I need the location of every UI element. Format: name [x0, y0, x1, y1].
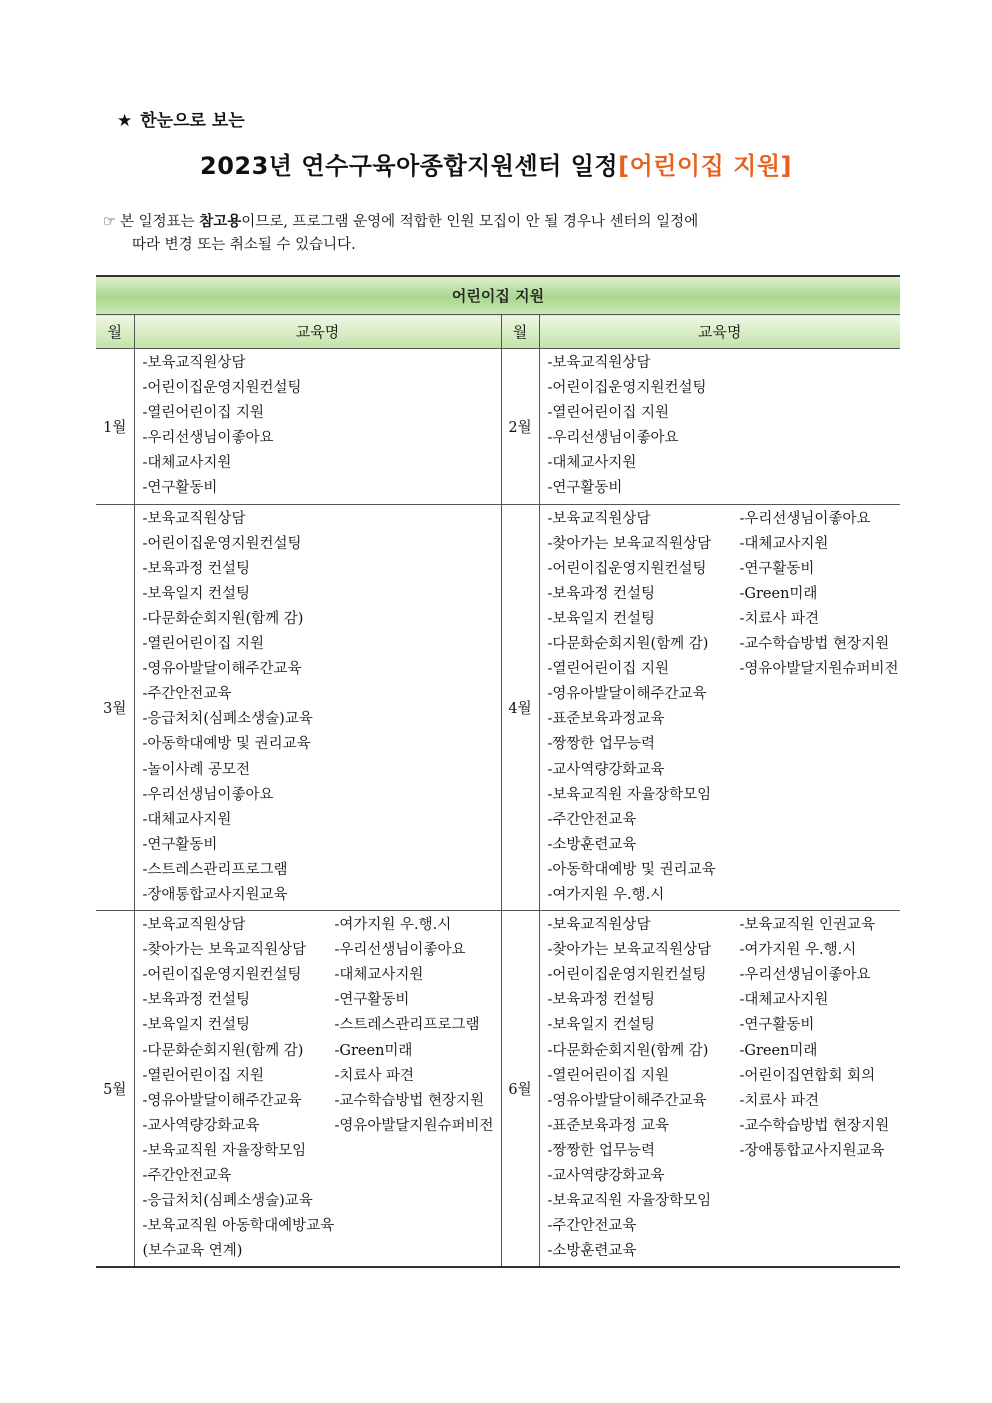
- list-item: -영유아발달이해주간교육: [142, 1092, 302, 1109]
- list-item: -스트레스관리프로그램: [142, 861, 288, 878]
- month-cell: 4월: [501, 504, 539, 911]
- list-item: -영유아발달이해주간교육: [547, 1092, 707, 1109]
- program-list: [143, 351, 501, 502]
- list-item: -영유아발달이해주간교육: [547, 686, 707, 703]
- list-item: -여가지원 우.행.시: [739, 942, 857, 959]
- list-item: -다문화순회지원(함께 감): [547, 1042, 709, 1059]
- list-item: -보육일지 컨설팅: [142, 1017, 251, 1034]
- program-cell: [539, 911, 900, 1268]
- list-item: -영유아발달이해주간교육: [142, 661, 302, 678]
- table-banner: 어린이집 지원: [96, 276, 900, 315]
- list-item: -놀이사례 공모전: [142, 761, 251, 778]
- list-item: -보육과정 컨설팅: [142, 560, 251, 577]
- title-highlight: [어린이집 지원]: [618, 152, 792, 180]
- program-columns: [143, 913, 501, 1264]
- table-row: [96, 911, 900, 1268]
- list-item: -열린어린이집 지원: [547, 405, 670, 422]
- list-item: -보육일지 컨설팅: [142, 585, 251, 602]
- list-item: -교사역량강화교육: [547, 1168, 665, 1184]
- list-item: -아동학대예방 및 권리교육: [142, 736, 311, 753]
- list-item: -어린이집운영지원컨설팅: [547, 560, 707, 577]
- list-item: -열린어린이집 지원: [142, 636, 265, 653]
- list-item: -짱짱한 업무능력: [547, 736, 656, 753]
- list-item: (보수교육 연계): [142, 1243, 243, 1260]
- list-item: -소방훈련교육: [547, 836, 637, 853]
- list-item: -다문화순회지원(함께 감): [142, 1042, 304, 1059]
- program-columns: [548, 507, 901, 909]
- program-list: [548, 507, 740, 909]
- list-item: -어린이집운영지원컨설팅: [547, 380, 707, 397]
- list-item: -교수학습방법 현장지원: [739, 636, 890, 653]
- list-item: -주간안전교육: [142, 686, 232, 703]
- list-item: -장애통합교사지원교육: [739, 1142, 885, 1159]
- list-item: -연구활동비: [142, 480, 218, 497]
- program-list: [548, 913, 740, 1264]
- list-item: -대체교사지원: [142, 811, 232, 828]
- program-cell: [134, 911, 501, 1268]
- star-icon: ★: [117, 111, 133, 131]
- header-month: 월: [96, 315, 134, 349]
- list-item: -연구활동비: [547, 480, 623, 497]
- list-item: -열린어린이집 지원: [142, 1067, 265, 1084]
- list-item: -보육교직원 인권교육: [739, 917, 876, 934]
- list-item: -교수학습방법 현장지원: [334, 1092, 485, 1109]
- page-title: [0, 146, 992, 181]
- list-item: -연구활동비: [334, 992, 410, 1009]
- list-item: -우리선생님이좋아요: [739, 510, 871, 527]
- list-item: -보육교직원상담: [547, 355, 651, 371]
- list-item: -치료사 파견: [334, 1067, 415, 1084]
- notice-text-after: 이므로, 프로그램 운영에 적합한 인원 모집이 안 될 경우나 센터의 일정에: [241, 214, 699, 230]
- list-item: -표준보육과정교육: [547, 711, 665, 728]
- table-banner-row: [96, 276, 900, 315]
- month-cell: 3월: [96, 504, 134, 911]
- list-item: -우리선생님이좋아요: [547, 430, 679, 447]
- list-item: -소방훈련교육: [547, 1243, 637, 1260]
- list-item: -교사역량강화교육: [547, 761, 665, 778]
- program-cell: [134, 504, 501, 911]
- list-item: -보육교직원 자율장학모임: [547, 786, 712, 803]
- program-list: [143, 913, 335, 1264]
- list-item: -어린이집운영지원컨설팅: [547, 967, 707, 984]
- program-list: [143, 507, 501, 909]
- pointing-hand-icon: ☞: [103, 214, 116, 230]
- list-item: -우리선생님이좋아요: [334, 942, 466, 959]
- list-item: -우리선생님이좋아요: [142, 786, 274, 803]
- list-item: -대체교사지원: [142, 455, 232, 472]
- list-item: -주간안전교육: [547, 811, 637, 828]
- list-item: -대체교사지원: [334, 967, 424, 984]
- list-item: -보육교직원 자율장학모임: [142, 1142, 307, 1159]
- month-cell: 1월: [96, 349, 134, 505]
- program-columns: [143, 507, 501, 909]
- program-columns: [548, 913, 901, 1264]
- list-item: -대체교사지원: [739, 992, 829, 1009]
- title-main: 2023년 연수구육아종합지원센터 일정: [200, 152, 619, 180]
- subtitle: [117, 106, 245, 131]
- notice: [103, 210, 883, 257]
- list-item: -보육교직원 자율장학모임: [547, 1193, 712, 1210]
- list-item: -치료사 파견: [739, 1092, 820, 1109]
- list-item: -보육일지 컨설팅: [547, 1017, 656, 1034]
- list-item: -보육과정 컨설팅: [547, 992, 656, 1009]
- list-item: -연구활동비: [142, 836, 218, 853]
- list-item: -보육교직원 아동학대예방교육: [142, 1218, 335, 1235]
- list-item: -대체교사지원: [739, 535, 829, 552]
- list-item: -여가지원 우.행.시: [334, 917, 452, 934]
- list-item: -열린어린이집 지원: [547, 661, 670, 678]
- month-cell: 5월: [96, 911, 134, 1268]
- month-cell: 2월: [501, 349, 539, 505]
- list-item: -어린이집운영지원컨설팅: [142, 967, 302, 984]
- list-item: -장애통합교사지원교육: [142, 886, 288, 903]
- header-month-2: 월: [501, 315, 539, 349]
- table-row: [96, 349, 900, 505]
- list-item: -어린이집연합회 회의: [739, 1067, 876, 1084]
- list-item: -보육교직원상담: [547, 510, 651, 527]
- notice-line-2: 따라 변경 또는 취소될 수 있습니다.: [132, 237, 356, 253]
- program-list: [740, 913, 901, 1264]
- list-item: -보육교직원상담: [142, 355, 246, 371]
- table-row: [96, 504, 900, 911]
- list-item: -교수학습방법 현장지원: [739, 1117, 890, 1134]
- schedule-table: [96, 275, 900, 1268]
- list-item: -영유아발달지원슈퍼비전: [739, 661, 899, 678]
- list-item: -Green미래: [739, 585, 818, 602]
- list-item: -찾아가는 보육교직원상담: [547, 535, 712, 552]
- table-header-row: [96, 315, 900, 349]
- list-item: -우리선생님이좋아요: [142, 430, 274, 447]
- list-item: -어린이집운영지원컨설팅: [142, 535, 302, 552]
- list-item: -우리선생님이좋아요: [739, 967, 871, 984]
- list-item: -스트레스관리프로그램: [334, 1017, 480, 1034]
- program-columns: [143, 351, 501, 502]
- list-item: -짱짱한 업무능력: [547, 1142, 656, 1159]
- list-item: -연구활동비: [739, 1017, 815, 1034]
- list-item: -응급처치(심폐소생술)교육: [142, 711, 313, 728]
- program-list: [740, 507, 901, 909]
- list-item: -교사역량강화교육: [142, 1117, 260, 1134]
- list-item: -주간안전교육: [547, 1218, 637, 1235]
- list-item: -연구활동비: [739, 560, 815, 577]
- list-item: -표준보육과정 교육: [547, 1117, 670, 1134]
- list-item: -대체교사지원: [547, 455, 637, 472]
- notice-line-1: [103, 210, 883, 234]
- header-program-2: 교육명: [539, 315, 900, 349]
- list-item: -어린이집운영지원컨설팅: [142, 380, 302, 397]
- program-cell: [539, 504, 900, 911]
- list-item: -찾아가는 보육교직원상담: [142, 942, 307, 959]
- list-item: -찾아가는 보육교직원상담: [547, 942, 712, 959]
- list-item: -보육교직원상담: [547, 917, 651, 934]
- notice-text-before: 본 일정표는: [120, 214, 200, 230]
- list-item: -여가지원 우.행.시: [547, 886, 665, 903]
- list-item: -보육교직원상담: [142, 917, 246, 934]
- list-item: -보육일지 컨설팅: [547, 610, 656, 627]
- list-item: -보육과정 컨설팅: [547, 585, 656, 602]
- program-cell: [134, 349, 501, 505]
- list-item: -주간안전교육: [142, 1168, 232, 1184]
- program-list: [335, 913, 501, 1264]
- header-program: 교육명: [134, 315, 501, 349]
- list-item: -보육교직원상담: [142, 510, 246, 527]
- program-list: [548, 351, 901, 502]
- list-item: -Green미래: [739, 1042, 818, 1059]
- list-item: -치료사 파견: [739, 610, 820, 627]
- month-cell: 6월: [501, 911, 539, 1268]
- list-item: -Green미래: [334, 1042, 413, 1059]
- list-item: -보육과정 컨설팅: [142, 992, 251, 1009]
- list-item: -다문화순회지원(함께 감): [142, 610, 304, 627]
- list-item: -아동학대예방 및 권리교육: [547, 861, 716, 878]
- list-item: -열린어린이집 지원: [142, 405, 265, 422]
- list-item: -응급처치(심폐소생술)교육: [142, 1193, 313, 1210]
- list-item: -열린어린이집 지원: [547, 1067, 670, 1084]
- notice-bold: 참고용: [199, 213, 242, 230]
- program-cell: [539, 349, 900, 505]
- list-item: -다문화순회지원(함께 감): [547, 636, 709, 653]
- program-columns: [548, 351, 901, 502]
- subtitle-text: 한눈으로 보는: [140, 111, 245, 131]
- list-item: -영유아발달지원슈퍼비전: [334, 1117, 494, 1134]
